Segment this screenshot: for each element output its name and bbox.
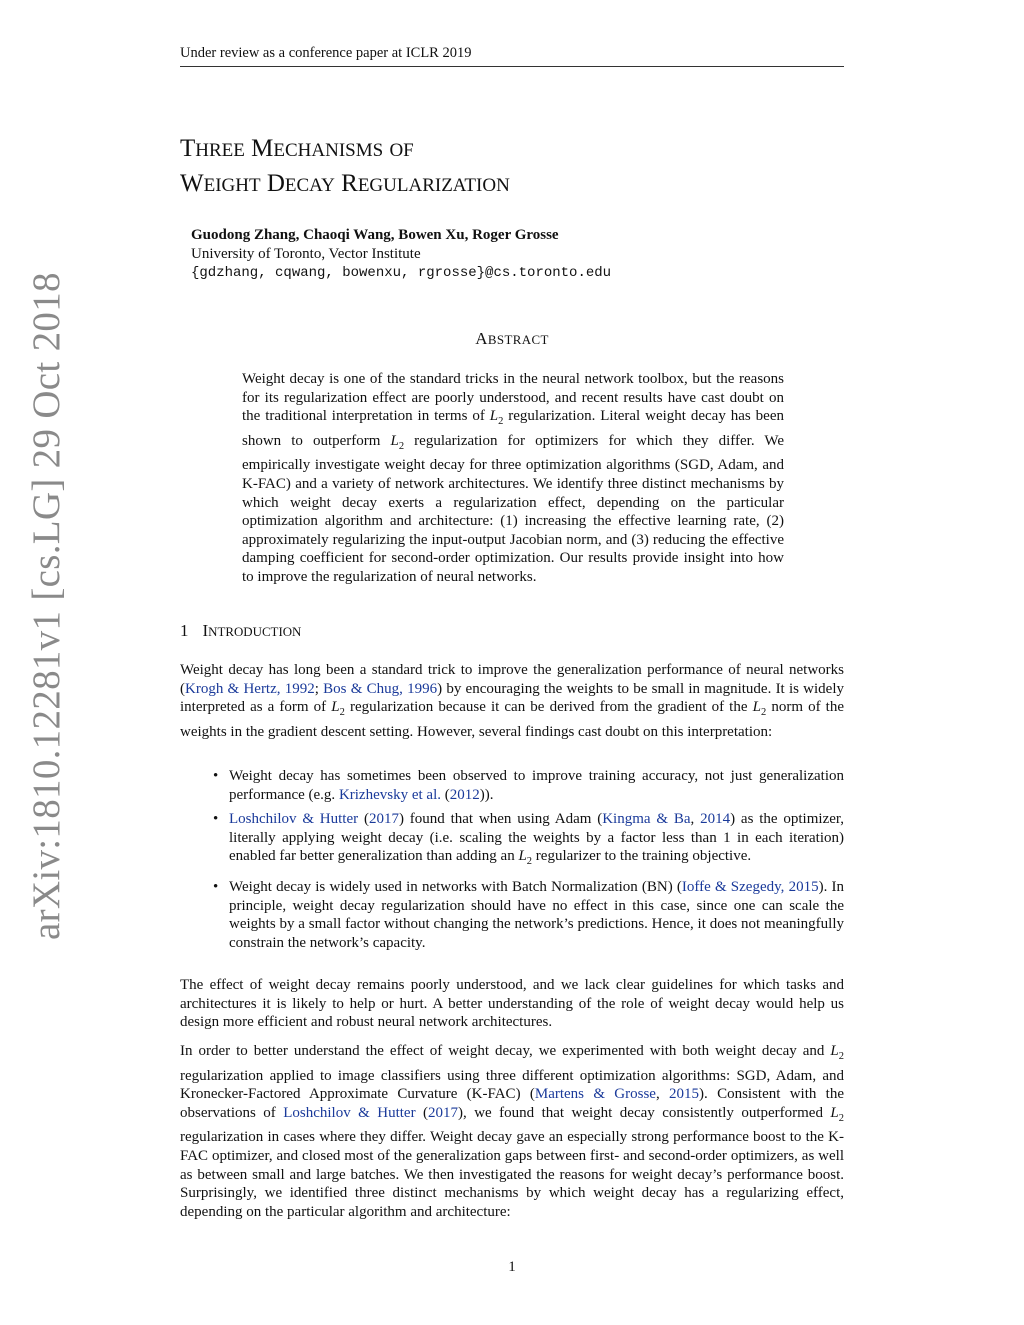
- citation-link[interactable]: Kingma & Ba: [602, 811, 691, 828]
- citation-link[interactable]: Loshchilov & Hutter: [229, 811, 359, 828]
- author-block: [191, 226, 611, 283]
- citation-link[interactable]: 2012: [449, 786, 480, 803]
- section-heading-introduction: 1 INTRODUCTION: [180, 621, 302, 640]
- list-item: • Weight decay is widely used in networks with Batch Normalization (BN) (Ioffe & Szegedy, 2015). In principle, weight decay regularization should have no effect in this case, since one can scale the weights by a small factor without changing the network’s predictions. Hence, it does not meaningfully constrain the network’s capacity.: [180, 878, 844, 952]
- findings-list: [180, 767, 844, 958]
- list-item: • Loshchilov & Hutter (2017) found that when using Adam (Kingma & Ba, 2014) as the optimizer, literally applying weight decay (i.e. scaling the weights by a factor less than 1 in each iteration) enabled far better generalization than adding an $L_2$ regularizer to the training objective.: [180, 810, 844, 872]
- citation-link[interactable]: 2017: [368, 811, 399, 828]
- citation-link[interactable]: Krizhevsky et al.: [338, 786, 441, 803]
- citation-link[interactable]: 2015: [669, 1086, 700, 1103]
- arxiv-identifier-stamp: arXiv:1810.12281v1 [cs.LG] 29 Oct 2018: [25, 272, 68, 940]
- citation-link[interactable]: Loshchilov & Hutter: [283, 1104, 416, 1121]
- citation-link[interactable]: Martens & Grosse: [534, 1086, 656, 1103]
- title-line-2: WEIGHT DECAY REGULARIZATION: [180, 170, 510, 197]
- abstract-heading: ABSTRACT: [475, 329, 549, 348]
- abstract-text: Weight decay is one of the standard tricks in the neural network toolbox, but the reasons for its regularization effect are poorly understood, and recent results have cast doubt on the traditional interpretation in terms of $L_2$ regularization. Literal weight decay has been shown to outperform $L_2$ regularization for optimizers for which they differ. We empirically investigate weight decay for three optimization algorithms (SGD, Adam, and K-FAC) and a variety of network architectures. We identify three distinct mechanisms by which weight decay exerts a regularization effect, depending on the particular optimization algorithm and architecture: (1) increasing the effective learning rate, (2) approximately regularizing the input-output Jacobian norm, and (3) reducing the effective damping coefficient for second-order optimization. Our results provide insight into how to improve the regularization of neural networks.: [242, 371, 784, 585]
- citation-link[interactable]: Ioffe & Szegedy, 2015: [681, 878, 819, 895]
- author-names: Guodong Zhang, Chaoqi Wang, Bowen Xu, Roger Grosse: [191, 227, 559, 243]
- citation-link[interactable]: Krogh & Hertz, 1992: [185, 680, 315, 697]
- citation-link[interactable]: 2017: [428, 1104, 459, 1121]
- paper-title: [180, 132, 844, 202]
- intro-paragraph-1: Weight decay has long been a standard trick to improve the generalization performance of neural networks (Krogh & Hertz, 1992; Bos & Chug, 1996) by encouraging the weights to be small in magnitude. It is widely interpreted as a form of $L_2$ regularization because it can be derived from the gradient of the $L_2$ norm of the weights in the gradient descent setting. However, several findings cast doubt on this interpretation:: [180, 662, 845, 740]
- author-emails: {gdzhang, cqwang, bowenxu, rgrosse}@cs.toronto.edu: [191, 265, 612, 281]
- list-item: • Weight decay has sometimes been observed to improve training accuracy, not just generalization performance (e.g. Krizhevsky et al. (2012)).: [180, 767, 844, 804]
- author-affiliation: University of Toronto, Vector Institute: [191, 246, 421, 262]
- intro-paragraph-3: In order to better understand the effect of weight decay, we experimented with both weight decay and $L_2$ regularization applied to image classifiers using three different optimization algorithms: SGD, Adam, and Kronecker-Factored Approximate Curvature (K-FAC) (Martens & Grosse, 2015). Consistent with the observations of Loshchilov & Hutter (2017), we found that weight decay consistently outperformed $L_2$ regularization in cases where they differ. Weight decay gave an especially strong performance boost to the K-FAC optimizer, and closed most of the generalization gaps between first- and second-order optimizers, as well as between small and large batches. We then investigated the reasons for weight decay’s performance boost. Surprisingly, we identified three distinct mechanisms by which weight decay has a regularizing effect, depending on the particular algorithm and architecture:: [180, 1043, 845, 1220]
- intro-paragraph-2: The effect of weight decay remains poorly understood, and we lack clear guidelines for which tasks and architectures it is likely to help or hurt. A better understanding of the role of weight decay would help us design more efficient and robust neural network architectures.: [180, 977, 844, 1031]
- citation-link[interactable]: 2014: [700, 811, 731, 828]
- title-line-1: THREE MECHANISMS OF: [180, 135, 414, 162]
- running-header: Under review as a conference paper at ICLR 2019: [180, 44, 844, 67]
- citation-link[interactable]: Bos & Chug, 1996: [323, 680, 438, 697]
- page-number: 1: [508, 1259, 516, 1275]
